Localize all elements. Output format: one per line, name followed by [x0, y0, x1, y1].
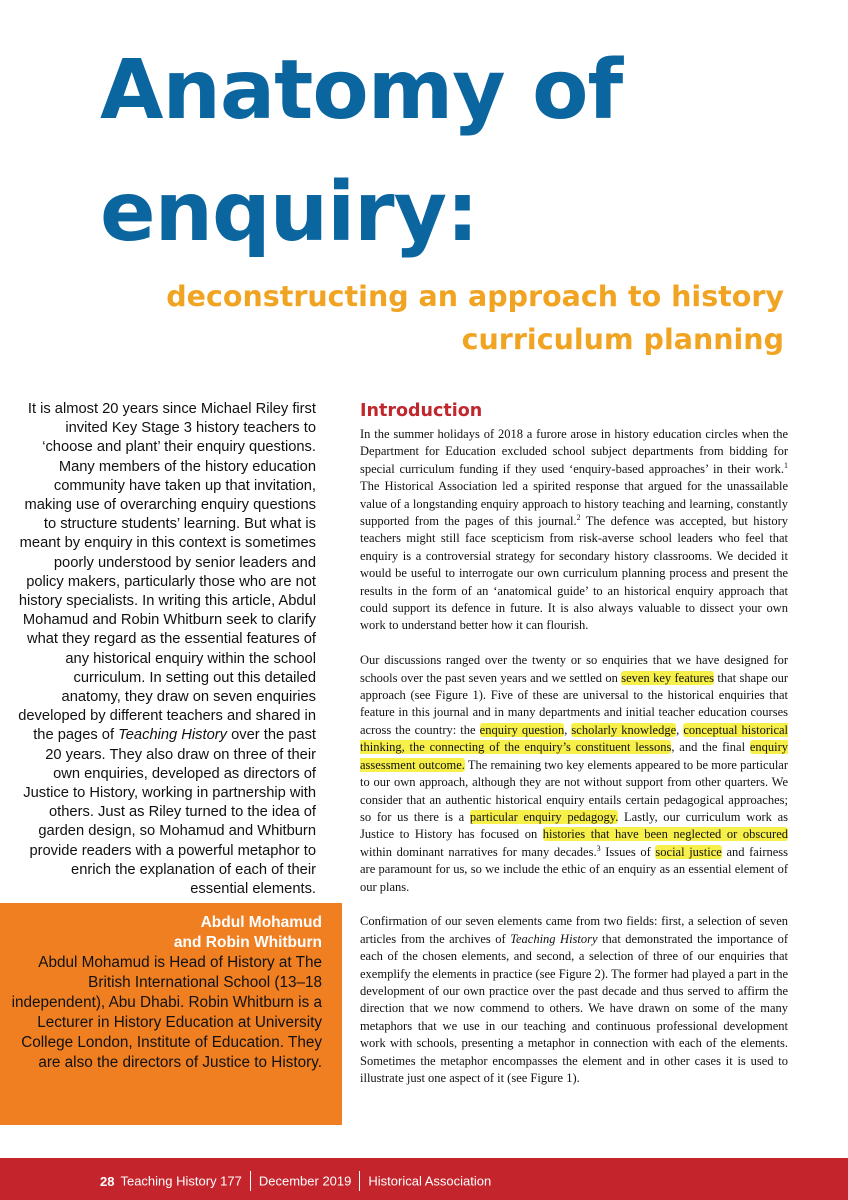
- page-footer: [0, 1158, 848, 1200]
- text: In the summer holidays of 2018 a furore arose in history education circles when the Department for Education excluded school subject departments from bidding for special curriculum funding if they used ‘enquiry-based approaches’ in their work.: [360, 427, 788, 476]
- author-names-line2: and Robin Whitburn: [173, 934, 322, 951]
- footer-publisher: Historical Association: [368, 1173, 492, 1189]
- text: Lastly, our curriculum work as Justice to History has focused on: [360, 809, 789, 842]
- body-paragraph-1: [360, 426, 788, 635]
- footer-divider: [359, 1171, 360, 1191]
- footer-journal: Teaching History 177: [120, 1173, 242, 1189]
- author-names: [10, 913, 322, 953]
- text: ,: [564, 722, 572, 737]
- standfirst-journal-name: Teaching History: [118, 727, 227, 744]
- footer-content: [100, 1171, 491, 1191]
- footnote-ref-3: 3: [596, 843, 601, 853]
- text: that demonstrated the importance of each of the chosen elements, and second, a selection of three of our enquiries that exemplify the elements in practice (see Figure 2). The former had played a part in the development of our own practice over the past decade and thus served to affirm the direction that we now commend to others. We have drawn on some of the many metaphors that we use in our teaching and continuous professional development work with schools, presenting a metaphor in connection with each of the elements. Sometimes the metaphor encompasses the element and in other cases it is used to illustrate just one aspect of it (see Figure 1).: [360, 931, 789, 1085]
- author-box: [0, 903, 342, 1125]
- highlight-enquiry-pedagogy: particular enquiry pedagogy.: [469, 809, 619, 824]
- text: The remaining two key elements appeared to be more particular to our own approach, although they are not without support from other quarters. We consider that an authentic historical enquiry entails certain pedagogical approaches; so for us there is a: [360, 757, 789, 824]
- text: The Historical Association led a spirited response that argued for the unassailable value of a longstanding enquiry approach to history teaching and learning, constantly supported from the pages of this journal.: [360, 479, 788, 529]
- highlight-scholarly-knowledge: scholarly knowledge: [571, 722, 677, 737]
- text: The defence was accepted, but history teachers might still face scepticism from risk-averse school leaders who feel that enquiry is a controversial strategy for secondary history classrooms. We decided it would be useful to interrogate our own curriculum planning process and present the results in the form of an ‘anatomical guide’ to an historical enquiry approach that could support its defence in future. It is also always valuable to dissect your own work to understand better how it can flourish.: [360, 514, 788, 633]
- text: and fairness are paramount for us, so we include the ethic of an enquiry as an essential element of our plans.: [360, 844, 789, 894]
- highlight-social-justice: social justice: [655, 844, 722, 859]
- text: , and the final: [671, 740, 750, 755]
- highlight-enquiry-question: enquiry question: [479, 722, 565, 737]
- footnote-ref-2: 2: [576, 512, 581, 522]
- text: within dominant narratives for many decades.: [360, 844, 597, 859]
- section-heading-introduction: Introduction: [360, 401, 483, 421]
- footer-date: December 2019: [258, 1173, 352, 1189]
- highlight-assessment-outcome: enquiry assessment outcome.: [360, 740, 788, 772]
- page-number: 28: [100, 1173, 115, 1189]
- standfirst-text-end: over the past 20 years. They also draw on three of their own enquiries, developed as directors of Justice to History, working in partnership with others. Just as Riley turned to the idea of garden design, so Mohamud and Whitburn provide readers with a powerful metaphor to enrich the explanation of each of their essential elements.: [23, 727, 316, 898]
- text: Confirmation of our seven elements came from two fields: first, a selection of seven articles from the archives of: [360, 914, 788, 946]
- article-body: [360, 426, 788, 1105]
- article-title: Anatomy of enquiry:: [100, 43, 623, 260]
- journal-name: Teaching History: [510, 931, 598, 946]
- highlight-conceptual-thinking: conceptual historical thinking, the connecting of the enquiry’s constituent lessons: [360, 722, 789, 755]
- article-subtitle: deconstructing an approach to history curriculum planning: [166, 280, 784, 356]
- body-paragraph-2: [360, 652, 788, 896]
- text: that shape our approach (see Figure 1). Five of these are universal to the historical enquiries that feature in this journal and in many departments and initial teacher education courses across the country: the: [360, 670, 788, 737]
- text: Our discussions ranged over the twenty or so enquiries that we have designed for schools over the past seven years and we settled on: [360, 653, 788, 685]
- author-bio: Abdul Mohamud is Head of History at The British International School (13–18 independent), Abu Dhabi. Robin Whitburn is a Lecturer in History Education at University College London, Institute of Education. They are also the directors of Justice to History.: [11, 954, 322, 1071]
- standfirst: [16, 400, 316, 899]
- footnote-ref-1: 1: [784, 460, 788, 470]
- highlight-seven-key-features: seven key features: [621, 670, 715, 685]
- body-paragraph-3: [360, 913, 788, 1087]
- text: ,: [676, 722, 684, 737]
- highlight-neglected-histories: histories that have been neglected or obscured: [542, 827, 789, 842]
- standfirst-text: It is almost 20 years since Michael Riley first invited Key Stage 3 history teachers to ‘choose and plant’ their enquiry questions. Many members of the history education community have taken up that invitation, making use of overarching enquiry questions to structure students’ learning. But what is meant by enquiry in this context is sometimes poorly understood by senior leaders and policy makers, particularly those who are not history specialists. In writing this article, Abdul Mohamud and Robin Whitburn seek to clarify what they regard as the essential features of any historical enquiry within the school curriculum. In setting out this detailed anatomy, they draw on seven enquiries developed by different teachers and shared in the pages of: [18, 401, 316, 744]
- text: Issues of: [600, 844, 656, 859]
- footer-divider: [250, 1171, 251, 1191]
- author-names-line1: Abdul Mohamud: [200, 914, 322, 931]
